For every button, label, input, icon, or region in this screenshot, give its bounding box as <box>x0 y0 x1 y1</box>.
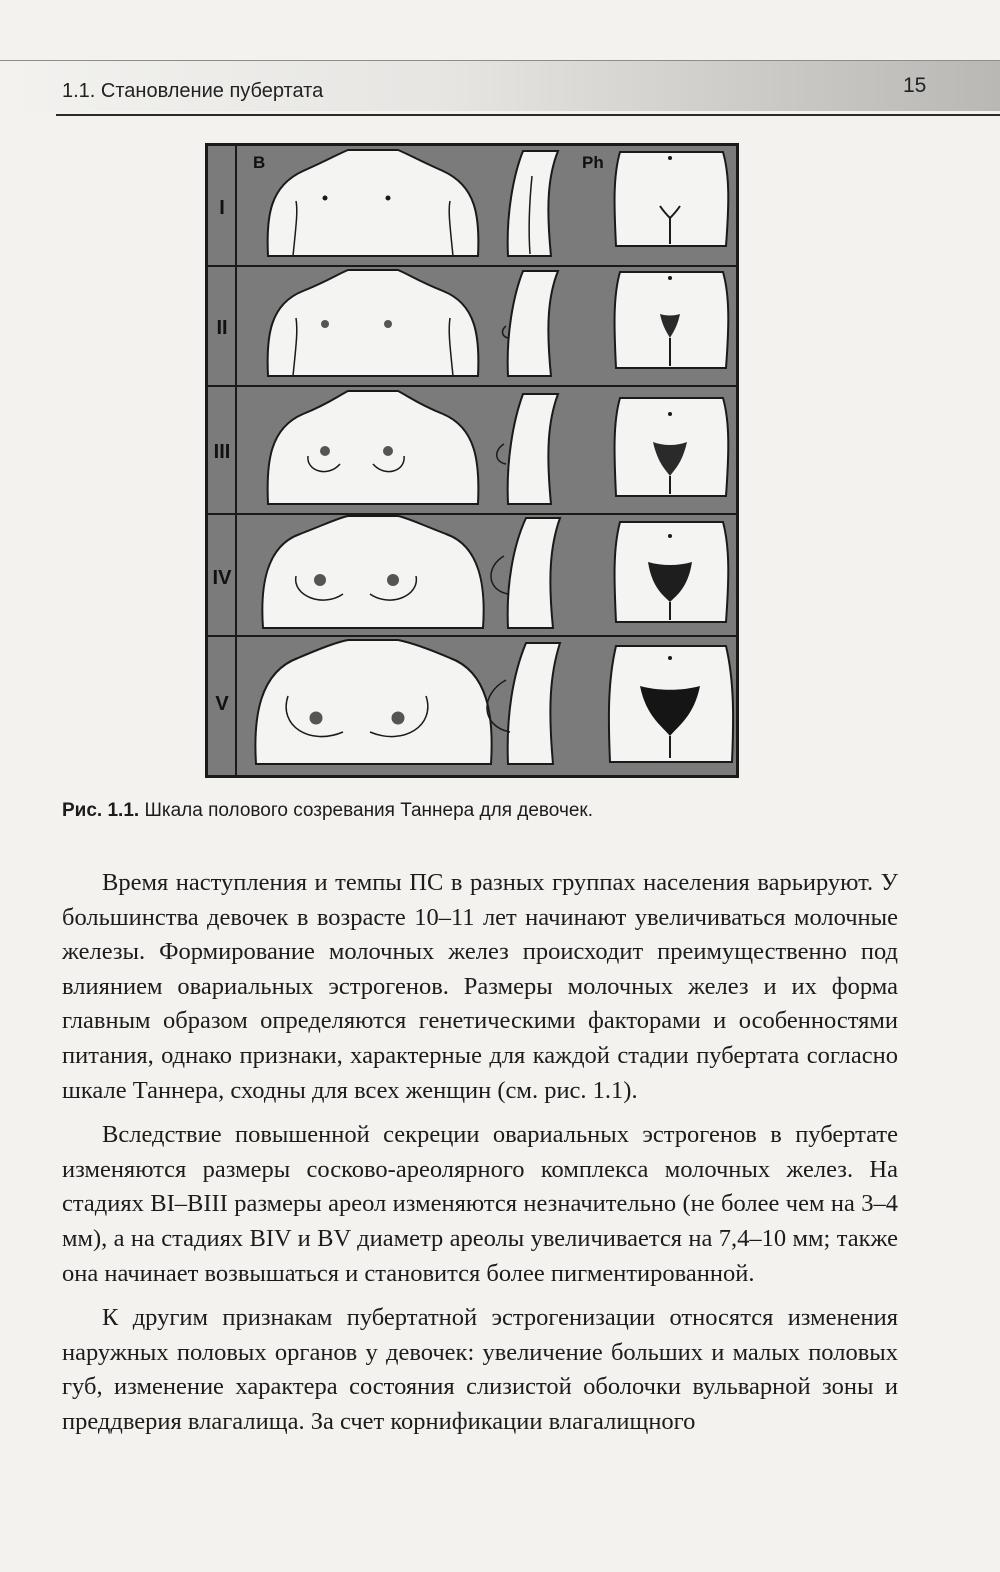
paragraph-3: К другим признакам пубертатной эстрогенизации относятся изменения наружных половых органов у девочек: увеличение больших и малых половых губ, изменение характера состояния слизистой оболочки вульварной зоны и преддверия влагалища. За счет корнификации влагалищного <box>62 1304 898 1435</box>
body-text <box>62 866 898 1450</box>
stage-row-4 <box>262 516 728 628</box>
column-label-b: B <box>253 153 266 172</box>
running-head: 1.1. Становление пубертата <box>62 80 324 102</box>
stage-row-2 <box>268 270 729 376</box>
stage-label-2: II <box>216 317 228 339</box>
page-number: 15 <box>903 74 927 97</box>
stage-row-3 <box>268 391 729 504</box>
figure-caption <box>62 800 942 822</box>
column-label-ph: Ph <box>582 153 604 172</box>
stage-row-5 <box>255 640 733 764</box>
header-rule <box>56 114 1000 116</box>
stage-row-1 <box>268 150 729 256</box>
paragraph-2: Вследствие повышенной секреции овариальных эстрогенов в пубертате изменяются размеры сосково-ареолярного комплекса молочных желез. На стадиях BI–BIII размеры ареол изменяются незначительно (не более чем на 3–4 мм), а на стадиях BIV и BV диаметр ареолы увеличивается на 7,4–10 мм; также она начинает возвышаться и становится более пигментированной. <box>62 1121 898 1287</box>
stage-label-3: III <box>213 441 231 463</box>
caption-label: Рис. 1.1. <box>62 800 140 821</box>
caption-text: Шкала полового созревания Таннера для девочек. <box>139 800 594 821</box>
stage-label-5: V <box>215 693 229 715</box>
tanner-illustration <box>208 146 736 775</box>
stage-label-1: I <box>219 197 225 219</box>
paragraph-1: Время наступления и темпы ПС в разных группах населения варьируют. У большинства девочек в возрасте 10–11 лет начинают увеличиваться молочные железы. Формирование молочных желез происходит преимущественно под влиянием овариальных эстрогенов. Размеры молочных желез и их форма главным образом определяются генетическими факторами и особенностями питания, однако признаки, характерные для каждой стадии пубертата согласно шкале Таннера, сходны для всех женщин (см. рис. 1.1). <box>62 869 898 1104</box>
stage-label-4: IV <box>212 567 232 589</box>
tanner-figure <box>205 143 739 778</box>
